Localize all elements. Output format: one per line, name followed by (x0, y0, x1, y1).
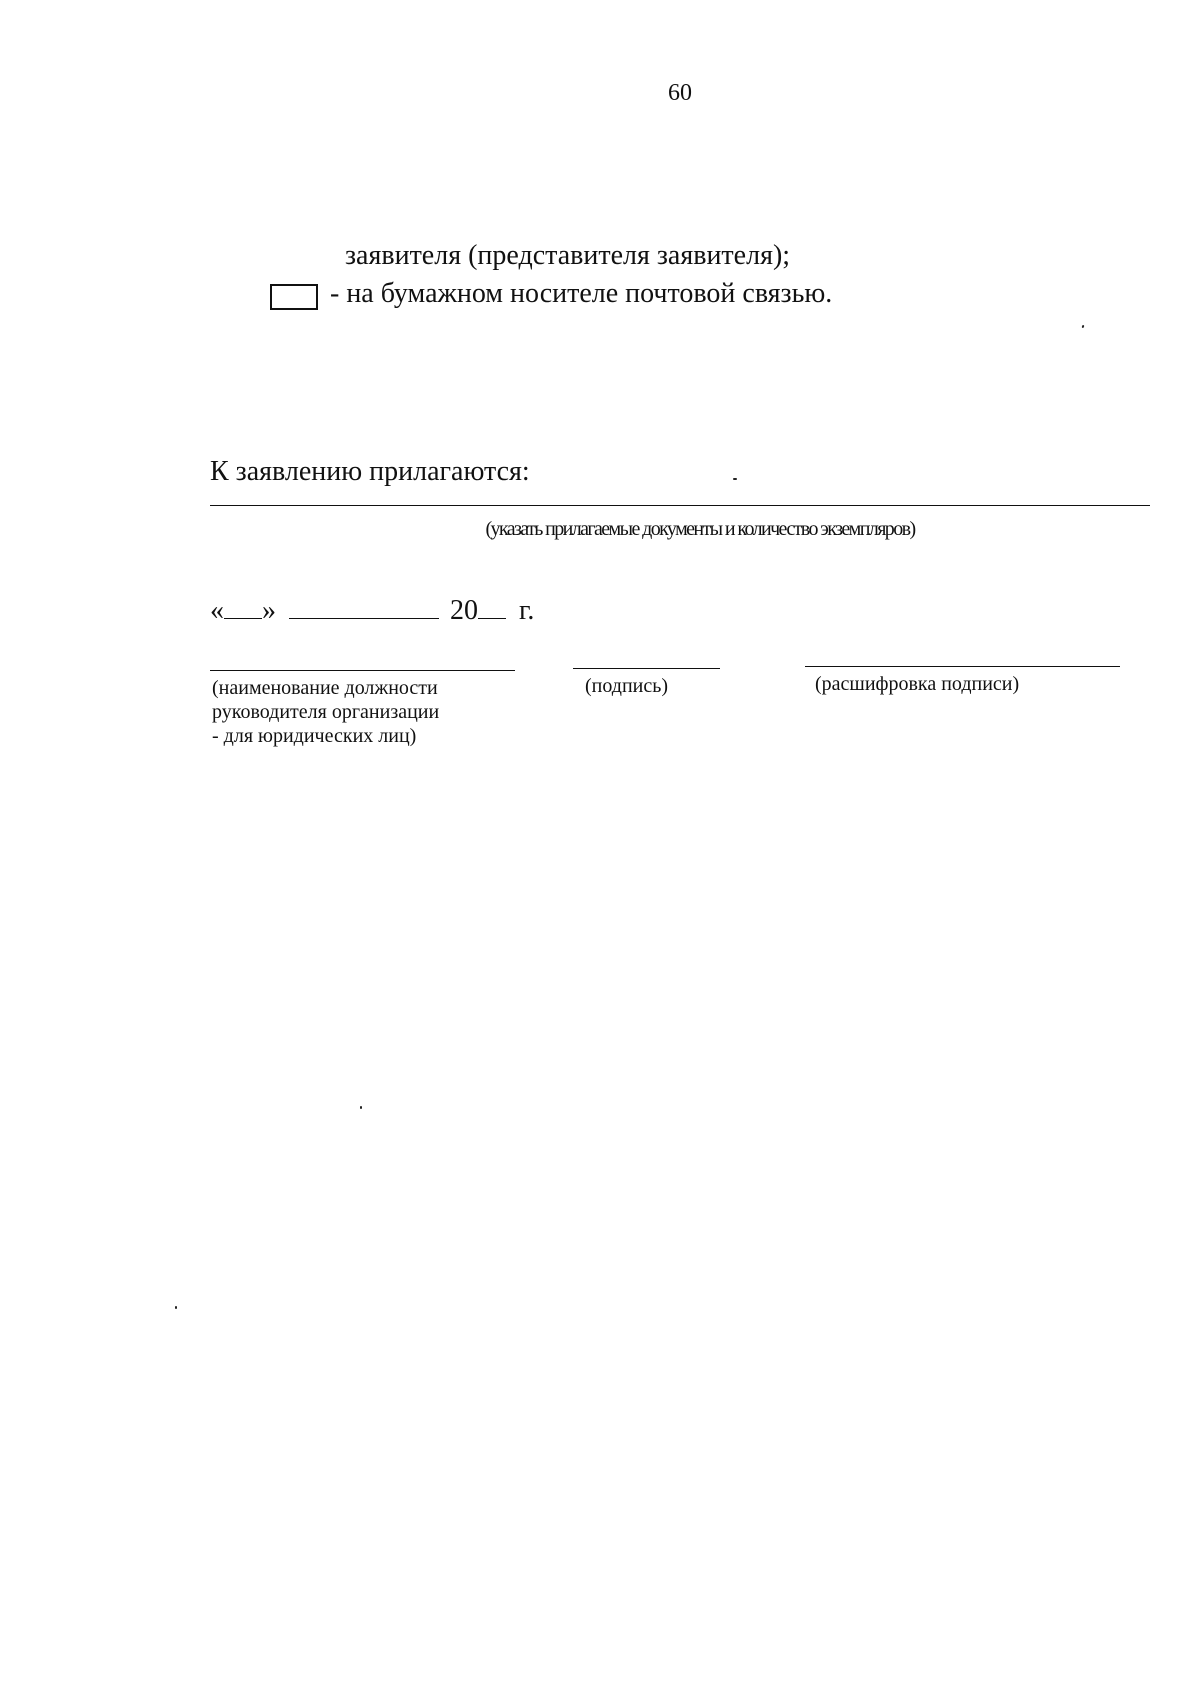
date-year-suffix: г. (519, 595, 535, 626)
page-number: 60 (668, 80, 692, 106)
postal-delivery-checkbox[interactable] (270, 284, 318, 310)
decryption-caption: (расшифровка подписи) (815, 673, 1020, 695)
signature-line[interactable] (573, 668, 720, 669)
date-month-blank[interactable] (289, 598, 439, 619)
scan-speck (733, 478, 737, 480)
position-caption-line-2: руководителя организации (212, 701, 440, 723)
date-year-blank[interactable] (478, 598, 506, 619)
position-signature-line[interactable] (210, 670, 515, 671)
date-close-quote: » (262, 595, 276, 626)
signature-caption: (подпись) (585, 675, 669, 697)
decryption-signature-line[interactable] (805, 666, 1120, 667)
date-year-prefix: 20 (450, 595, 478, 626)
date-open-quote: « (210, 595, 224, 626)
position-caption-line-1: (наименование должности (212, 677, 438, 699)
postal-delivery-label: - на бумажном носителе почтовой связью. (330, 278, 833, 309)
attachments-heading: К заявлению прилагаются: (210, 456, 530, 487)
date-line (210, 595, 534, 627)
position-caption (212, 676, 439, 748)
position-caption-line-3: - для юридических лиц) (212, 725, 417, 747)
delivery-continuation-text: заявителя (представителя заявителя); (345, 240, 791, 271)
date-day-blank[interactable] (224, 598, 262, 619)
scan-speck (360, 1106, 362, 1109)
attachments-input-line[interactable] (210, 505, 1150, 506)
scan-speck (1082, 325, 1085, 329)
attachments-caption: (указать прилагаемые документы и количество экземпляров) (485, 518, 915, 540)
scan-speck (175, 1306, 177, 1309)
